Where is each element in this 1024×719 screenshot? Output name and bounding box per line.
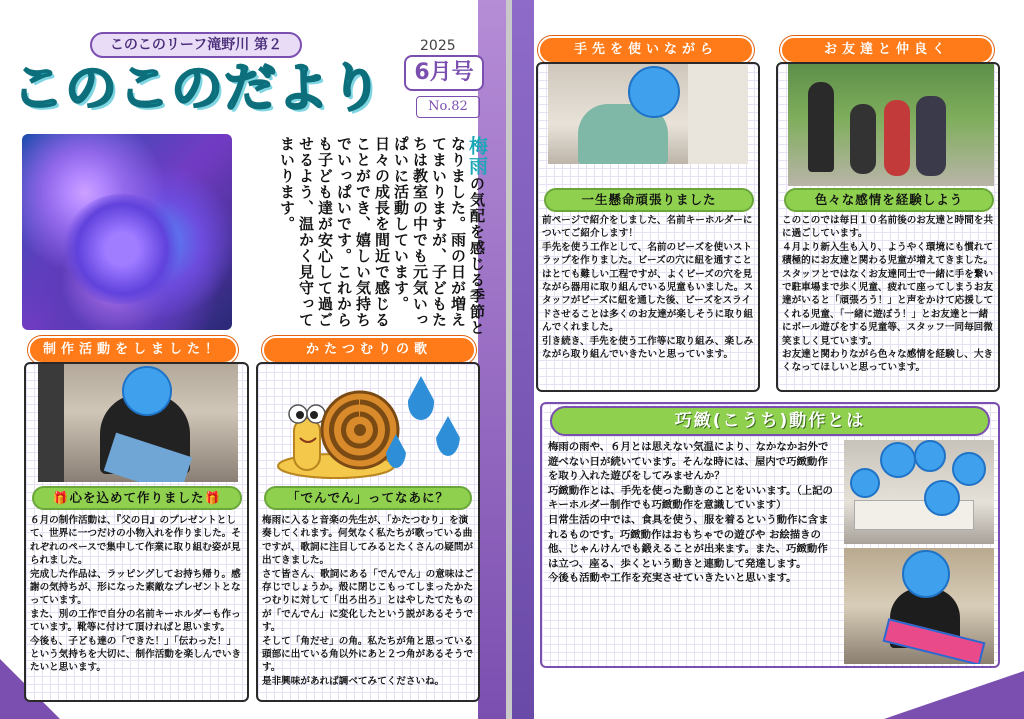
snail-illustration — [276, 380, 406, 480]
gift-icon: 🎁 — [52, 490, 70, 505]
fine-motor-title: 巧緻(こうち)動作とは — [550, 406, 990, 436]
section-title-friends: お友達と仲良く — [780, 36, 994, 64]
snail-song-panel — [256, 362, 480, 702]
section-title-crafts: 制作活動をしました！ — [28, 336, 238, 364]
fingers-panel — [536, 62, 760, 392]
friends-subtitle: 色々な感情を経験しよう — [784, 188, 994, 212]
fine-motor-photo-1 — [844, 440, 994, 544]
fingers-body: 前ページで紹介をしました、名前キーホルダーについてご紹介します！ 手先を使う工作として、名前のビーズを使いストラップを作りました。ビーズの穴に紐を通すことはとても難しい工程ですが、よくビーズの穴を見ながら器用に取り組んでいる児童もいました。スタッフがビーズに紐を通した後、ビーズをスライドさせることは多くのお友達が楽しそうに取り組んでくれました。 引き続き、手先を使う工作等に取り組み、楽しみながら取り組んでいきたいと思っています。 — [542, 215, 754, 361]
fingers-subtitle: 一生懸命頑張りました — [544, 188, 754, 212]
friends-photo — [788, 64, 994, 186]
face-blur — [628, 66, 680, 118]
page-left — [0, 0, 506, 719]
month-badge: 6月号 — [404, 55, 484, 91]
hydrangea-photo — [22, 134, 232, 330]
decorative-stripe — [478, 0, 506, 719]
year-label: 2025 — [420, 38, 456, 54]
face-blur — [924, 480, 960, 516]
friends-panel — [776, 62, 1000, 392]
org-badge: このこのリーフ滝野川 第２ — [90, 32, 302, 58]
newsletter-title: このこのだより — [12, 59, 384, 119]
crafts-panel — [24, 362, 249, 702]
face-blur — [880, 442, 916, 478]
section-title-fingers: 手先を使いながら — [538, 36, 754, 64]
face-blur — [952, 452, 986, 486]
raindrop-icon — [436, 416, 460, 456]
snail-song-subtitle: 「でんでん」ってなあに？ — [264, 486, 472, 510]
issue-number: No.82 — [416, 96, 480, 118]
decorative-stripe — [512, 0, 534, 719]
face-blur — [122, 366, 172, 416]
face-blur — [902, 550, 950, 598]
page-right — [512, 0, 1024, 719]
section-title-snail-song: かたつむりの歌 — [262, 336, 476, 364]
fingers-photo — [548, 64, 748, 164]
fine-motor-photo-2 — [844, 548, 994, 664]
decorative-corner — [884, 671, 1024, 719]
fine-motor-body: 梅雨の雨や、６月とは思えない気温により、なかなかお外で遊べない日が続いています。そんな時には、屋内で巧緻動作を取り入れた遊びをしてみませんか？ 巧緻動作とは、手先を使った動きのことをいいます。（上記のキーホルダー制作でも巧緻動作を意識しています） 日常生活の中では、食具を使う、服を着るという動作に含まれるものです。巧緻動作はおもちゃでの遊びや お絵描きの他、じゃんけんでも鍛えることが出来ます。また、巧緻動作は立つ、座る、歩くという動きと連動して発達します。 今後も活動や工作を充実させていきたいと思います。 — [548, 441, 833, 585]
intro-lead: 梅雨 — [466, 136, 488, 176]
friends-body: このこのでは毎日１０名前後のお友達と時間を共に過ごしています。 ４月より新入生も入り、ようやく環境にも慣れて積極的にお友達と関わる児童が増えてきました。スタッフとではなくお友達同士で一緒に手を繋いで駐車場まで歩く児童、疲れて座ってしまうお友達がいると「頑張ろう！」と声をかけて応援してくれる児童、「一緒に遊ぼう！」とお友達と一緒にボール遊びをする児童等、スタッフ一同毎回微笑ましく見ています。 お友達と関わりながら色々な感情を経験し、大きくなってほしいと思っています。 — [782, 215, 994, 374]
face-blur — [850, 468, 880, 498]
intro-text: 梅雨の気配を感じる季節となりました。雨の日が増えてまいりますが、子どもたちは教室の中でも元気いっぱいに活動しています。日々の成長を間近で感じることができ、嬉しい気持ちでいっぱいです。これからも子ども達が安心して過ごせるよう、温かく見守ってまいります。 — [278, 136, 488, 336]
fine-motor-panel — [540, 402, 1000, 668]
gift-icon: 🎁 — [204, 490, 222, 505]
crafts-subtitle: 🎁心を込めて作りました🎁 — [32, 486, 242, 510]
snail-song-body: 梅雨に入ると音楽の先生が、「かたつむり」を演奏してくれます。何気なく私たちが歌っている曲ですが、歌詞に注目してみるとたくさんの疑問が出てきました。 さて皆さん、歌詞にある「でんでん」の意味はご存じでしょうか。殻に閉じこもってしまったかたつむりに対して「出ろ出ろ」とはやしたてたものが「でんでん」に変化したという説があるそうです。 そして「角だせ」の角。私たちが角と思っている頭部に出ている角以外にあと２つ角があるそうです。 是非興味があれば調べてみてくださいね。 — [262, 515, 474, 687]
crafts-body: ６月の制作活動は、『父の日』のプレゼントとして、世界に一つだけの小物入れを作りました。それぞれのペースで集中して作業に取り組む姿が見られました。 完成した作品は、ラッピングしてお持ち帰り。感謝の気持ちが、形になった素敵なプレゼントとなっています。 また、別の工作で自分の名前キーホルダーも作っています。靴等に付けて頂ければと思います。 今後も、子ども達の「できた！」「伝わった！」という気持ちを大切に、制作活動を楽しんでいきたいと思います。 — [30, 515, 242, 674]
raindrop-icon — [408, 376, 434, 420]
face-blur — [914, 440, 946, 472]
crafts-photo — [38, 364, 238, 482]
